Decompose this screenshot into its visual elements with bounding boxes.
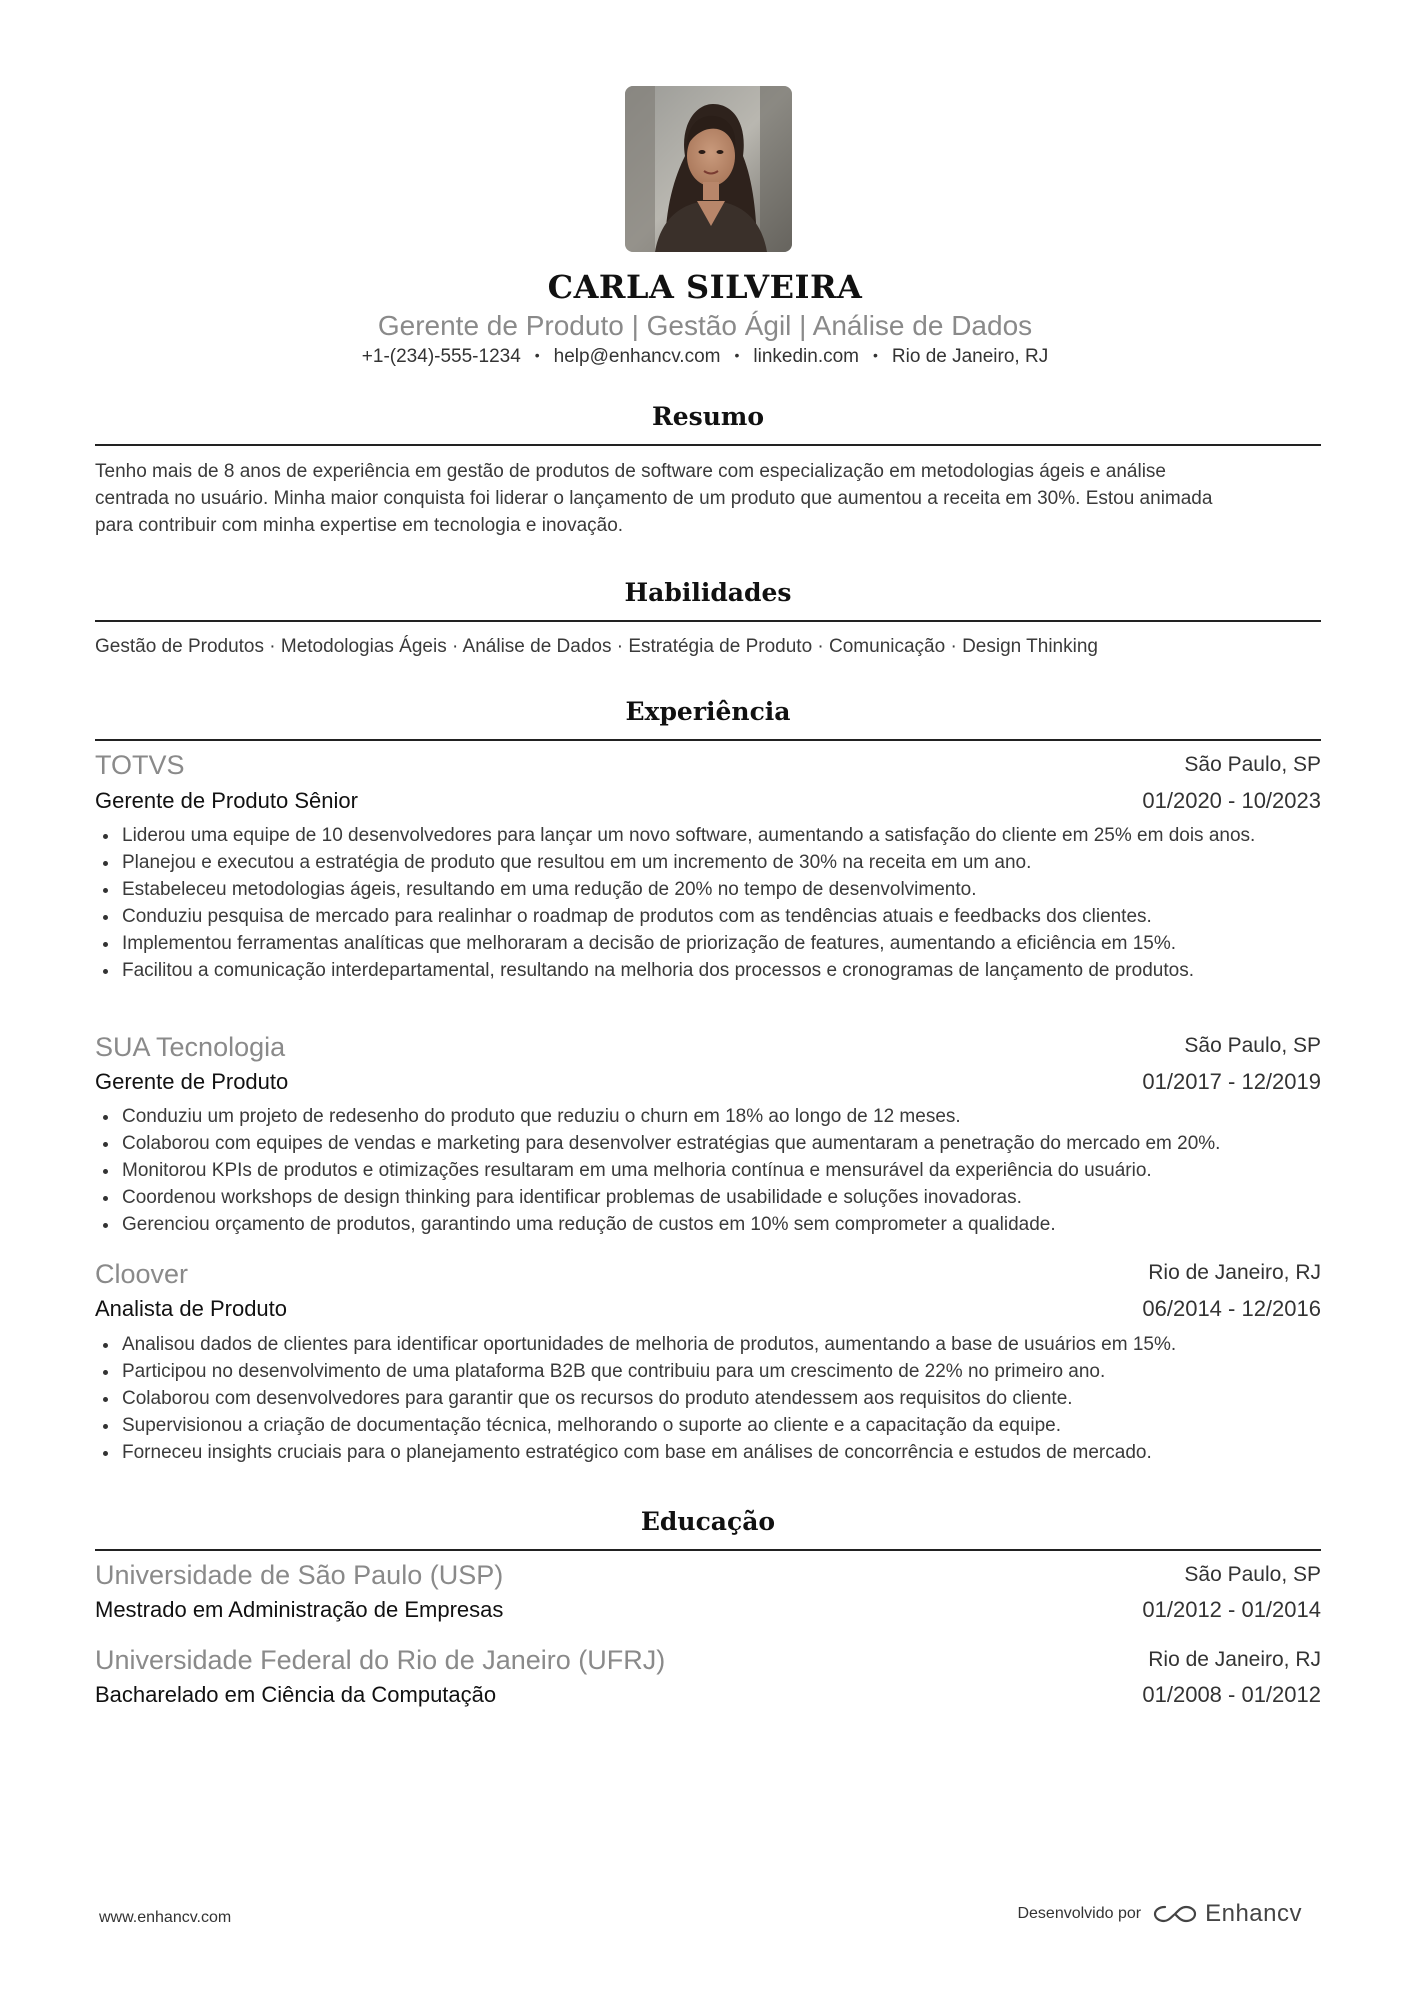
enhancv-logo-icon xyxy=(1153,1903,1197,1925)
list-item: Gerenciou orçamento de produtos, garantindo uma redução de custos em 10% sem comprometer a qualidade. xyxy=(95,1211,1321,1238)
email-link[interactable]: help@enhancv.com xyxy=(553,346,721,367)
job-location: São Paulo, SP xyxy=(1184,1034,1321,1057)
location-text: Rio de Janeiro, RJ xyxy=(891,346,1049,367)
phone-text: +1-(234)-555-1234 xyxy=(361,346,521,367)
job-bullets xyxy=(95,822,1321,984)
education-dates: 01/2008 - 01/2012 xyxy=(1142,1682,1321,1707)
school-location: Rio de Janeiro, RJ xyxy=(1148,1648,1321,1671)
list-item: Facilitou a comunicação interdepartamental, resultando na melhoria dos processos e cronogramas de lançamento de produtos. xyxy=(95,957,1321,984)
brand-name: Enhancv xyxy=(1205,1900,1302,1927)
school-location: São Paulo, SP xyxy=(1184,1563,1321,1586)
skills-list: Gestão de Produtos · Metodologias Ágeis · Análise de Dados · Estratégia de Produto · Comunicação · Design Thinking xyxy=(95,636,1098,657)
website-link[interactable]: www.enhancv.com xyxy=(99,1909,232,1926)
school-name: Universidade de São Paulo (USP) xyxy=(95,1560,504,1590)
list-item: Implementou ferramentas analíticas que melhoraram a decisão de priorização de features, aumentando a eficiência em 15%. xyxy=(95,930,1321,957)
list-item: Participou no desenvolvimento de uma plataforma B2B que contribuiu para um crescimento de 22% no primeiro ano. xyxy=(95,1358,1321,1385)
candidate-title: Gerente de Produto | Gestão Ágil | Análise de Dados xyxy=(377,310,1033,341)
education-dates: 01/2012 - 01/2014 xyxy=(1142,1597,1321,1622)
list-item: Coordenou workshops de design thinking para identificar problemas de usabilidade e soluções inovadoras. xyxy=(95,1184,1321,1211)
list-item: Supervisionou a criação de documentação técnica, melhorando o suporte ao cliente e a capacitação da equipe. xyxy=(95,1412,1321,1439)
degree-name: Mestrado em Administração de Empresas xyxy=(95,1597,504,1622)
list-item: Forneceu insights cruciais para o planejamento estratégico com base em análises de concorrência e estudos de mercado. xyxy=(95,1439,1321,1466)
summary-line: Tenho mais de 8 anos de experiência em gestão de produtos de software com especialização em metodologias ágeis e análise xyxy=(95,461,1166,482)
degree-name: Bacharelado em Ciência da Computação xyxy=(95,1682,497,1707)
candidate-name: CARLA SILVEIRA xyxy=(547,268,863,306)
job-location: Rio de Janeiro, RJ xyxy=(1148,1261,1321,1284)
job-role: Analista de Produto xyxy=(95,1296,288,1321)
job-location: São Paulo, SP xyxy=(1184,753,1321,776)
company-name: TOTVS xyxy=(95,750,185,780)
list-item: Conduziu um projeto de redesenho do produto que reduziu o churn em 18% ao longo de 12 meses. xyxy=(95,1103,1321,1130)
experience-heading: Experiência xyxy=(625,697,791,726)
powered-by-label: Desenvolvido por xyxy=(1017,1905,1142,1922)
list-item: Estabeleceu metodologias ágeis, resultando em uma redução de 20% no tempo de desenvolvimento. xyxy=(95,876,1321,903)
company-name: Cloover xyxy=(95,1259,189,1289)
linkedin-link[interactable]: linkedin.com xyxy=(753,346,859,367)
company-name: SUA Tecnologia xyxy=(95,1032,286,1062)
job-role: Gerente de Produto Sênior xyxy=(95,788,358,813)
job-dates: 01/2017 - 12/2019 xyxy=(1142,1069,1321,1094)
list-item: Liderou uma equipe de 10 desenvolvedores para lançar um novo software, aumentando a satisfação do cliente em 25% em dois anos. xyxy=(95,822,1321,849)
list-item: Colaborou com equipes de vendas e marketing para desenvolver estratégias que aumentaram a penetração do mercado em 20%. xyxy=(95,1130,1321,1157)
summary-text xyxy=(95,458,1321,539)
profile-photo xyxy=(625,86,792,252)
experience-divider xyxy=(95,739,1321,741)
separator-dot: • xyxy=(534,347,540,363)
separator-dot: • xyxy=(734,347,740,363)
job-role: Gerente de Produto xyxy=(95,1069,289,1094)
brand-logo[interactable] xyxy=(1153,1900,1302,1928)
powered-by xyxy=(1017,1900,1302,1928)
list-item: Colaborou com desenvolvedores para garantir que os recursos do produto atendessem aos requisitos do cliente. xyxy=(95,1385,1321,1412)
job-dates: 06/2014 - 12/2016 xyxy=(1142,1296,1321,1321)
list-item: Conduziu pesquisa de mercado para realinhar o roadmap de produtos com as tendências atuais e feedbacks dos clientes. xyxy=(95,903,1321,930)
summary-line: centrada no usuário. Minha maior conquista foi liderar o lançamento de um produto que aumentou a receita em 30%. Estou animada xyxy=(95,488,1213,509)
job-dates: 01/2020 - 10/2023 xyxy=(1142,788,1321,813)
list-item: Analisou dados de clientes para identificar oportunidades de melhoria de produtos, aumentando a base de usuários em 15%. xyxy=(95,1331,1321,1358)
job-bullets xyxy=(95,1103,1321,1238)
separator-dot: • xyxy=(873,347,878,363)
list-item: Planejou e executou a estratégia de produto que resultou em um incremento de 30% na receita em um ano. xyxy=(95,849,1321,876)
education-heading: Educação xyxy=(640,1507,776,1536)
job-bullets xyxy=(95,1331,1321,1466)
skills-divider xyxy=(95,620,1321,622)
summary-heading: Resumo xyxy=(651,402,765,431)
summary-line: para contribuir com minha expertise em tecnologia e inovação. xyxy=(95,515,624,536)
education-divider xyxy=(95,1549,1321,1551)
contact-line xyxy=(0,346,1410,368)
school-name: Universidade Federal do Rio de Janeiro (UFRJ) xyxy=(95,1645,666,1675)
skills-heading: Habilidades xyxy=(624,578,792,607)
summary-divider xyxy=(95,444,1321,446)
list-item: Monitorou KPIs de produtos e otimizações resultaram em uma melhoria contínua e mensurável da experiência do usuário. xyxy=(95,1157,1321,1184)
